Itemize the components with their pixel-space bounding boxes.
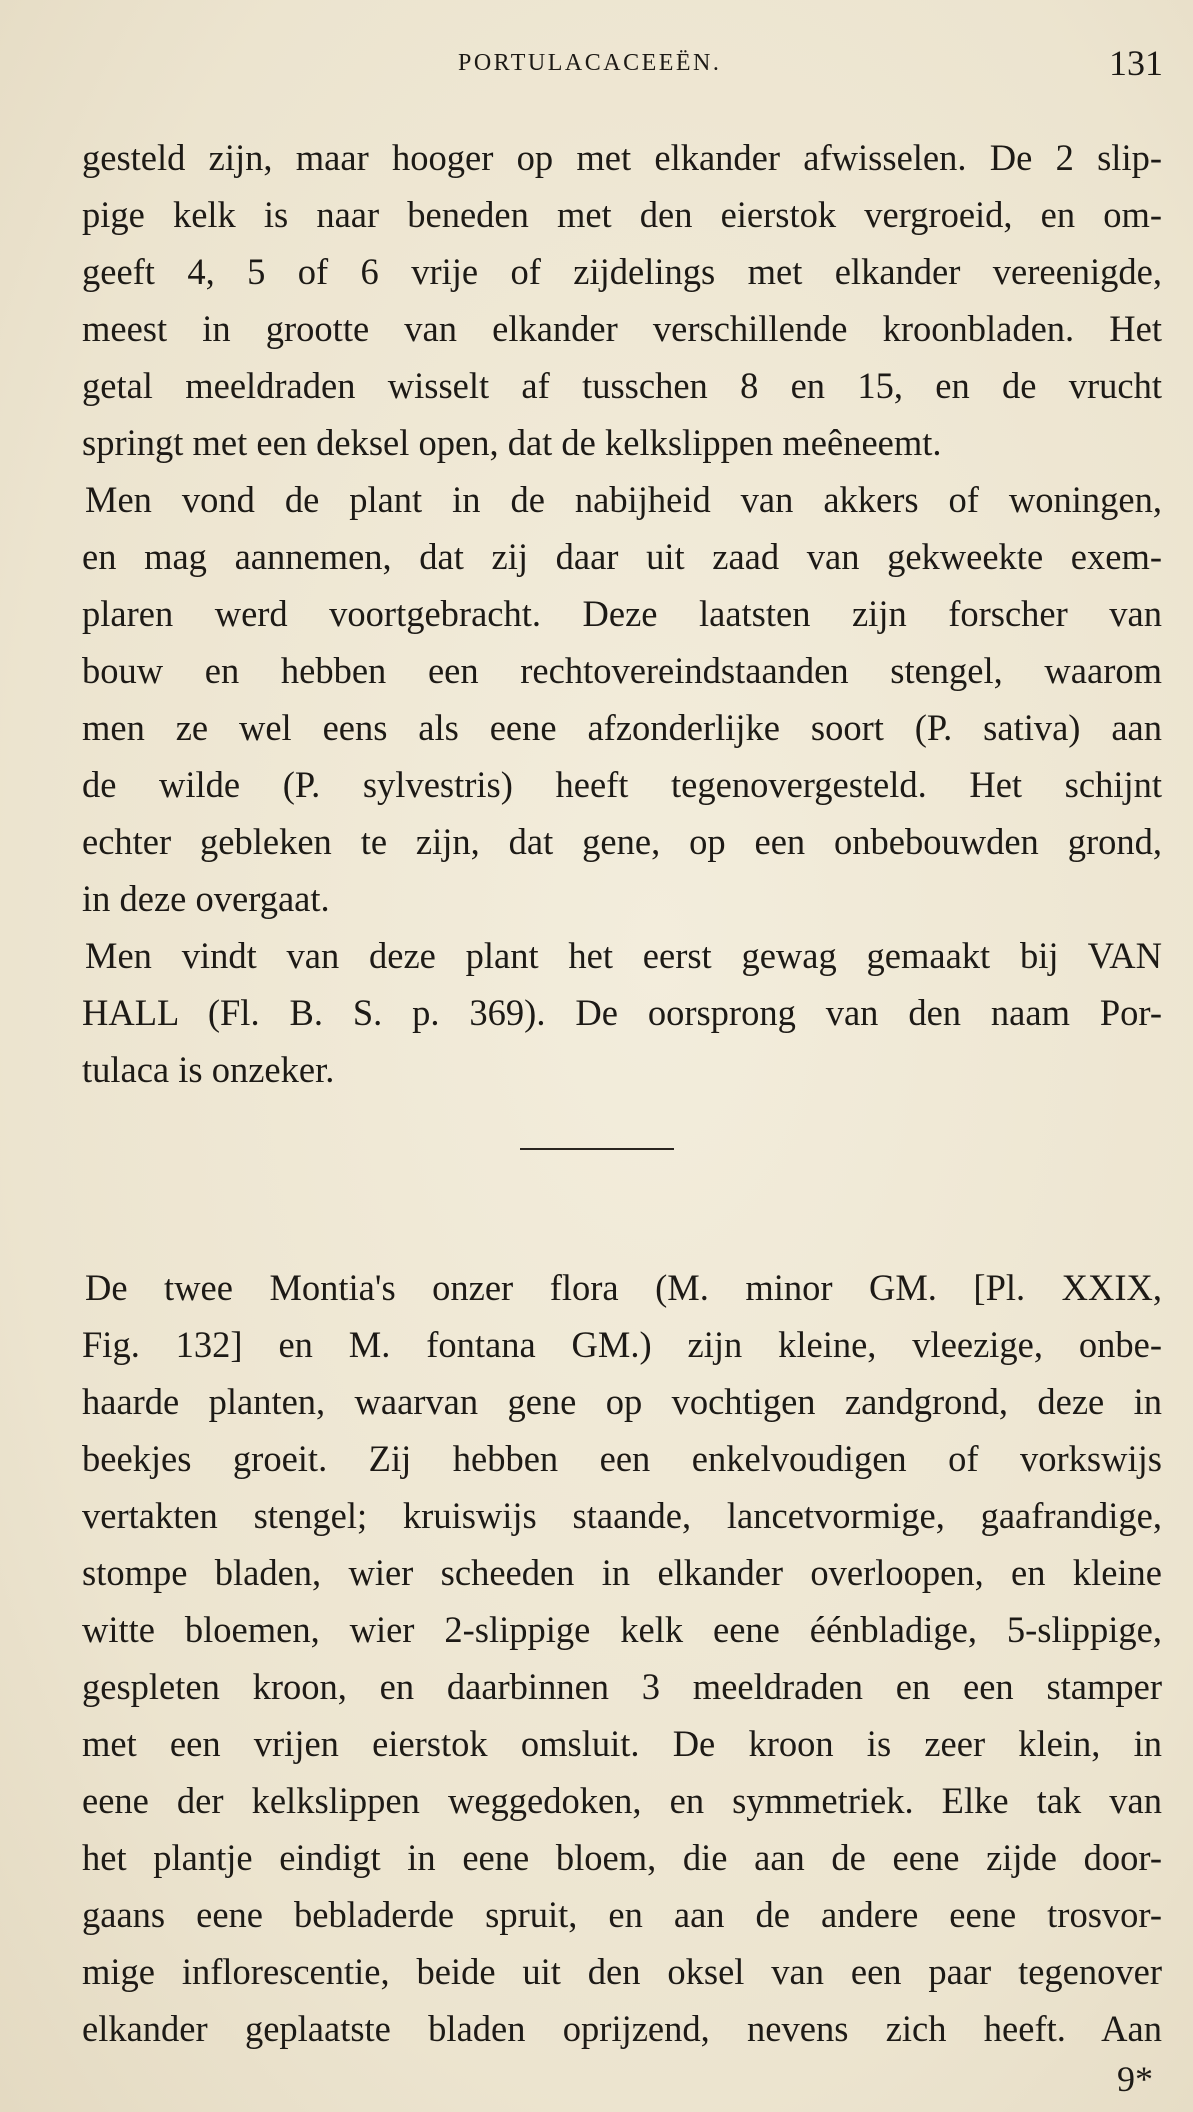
text-line: mige inflorescentie, beide uit den oksel van een paar tegenover xyxy=(82,1951,1162,1992)
text-line: plaren werd voortgebracht. Deze laatsten zijn forscher van xyxy=(82,593,1162,634)
text-line: Fig. 132] en M. fontana GM.) zijn kleine, vleezige, onbe- xyxy=(82,1324,1162,1365)
text-line: bouw en hebben een rechtovereindstaanden stengel, waarom xyxy=(82,650,1162,691)
text-line: Men vindt van deze plant het eerst gewag gemaakt bij VAN xyxy=(85,935,1162,976)
text-line: meest in grootte van elkander verschillende kroonbladen. Het xyxy=(82,308,1162,349)
text-line: pige kelk is naar beneden met den eierstok vergroeid, en om- xyxy=(82,194,1162,235)
text-line: stompe bladen, wier scheeden in elkander overloopen, en kleine xyxy=(82,1552,1162,1593)
text-line: De twee Montia's onzer flora (M. minor GM. [Pl. XXIX, xyxy=(85,1267,1162,1308)
text-line: springt met een deksel open, dat de kelkslippen meêneemt. xyxy=(82,422,942,463)
text-line: in deze overgaat. xyxy=(82,878,330,919)
text-line: gaans eene bebladerde spruit, en aan de andere eene trosvor- xyxy=(82,1894,1162,1935)
text-line: beekjes groeit. Zij hebben een enkelvoudigen of vorkswijs xyxy=(82,1438,1162,1479)
text-line: en mag aannemen, dat zij daar uit zaad van gekweekte exem- xyxy=(82,536,1162,577)
text-line: eene der kelkslippen weggedoken, en symmetriek. Elke tak van xyxy=(82,1780,1162,1821)
text-line: het plantje eindigt in eene bloem, die aan de eene zijde door- xyxy=(82,1837,1162,1878)
text-line: gesteld zijn, maar hooger op met elkander afwisselen. De 2 slip- xyxy=(82,137,1162,178)
text-line: men ze wel eens als eene afzonderlijke soort (P. sativa) aan xyxy=(82,707,1162,748)
page-header xyxy=(0,42,1193,86)
text-line: vertakten stengel; kruiswijs staande, lancetvormige, gaafrandige, xyxy=(82,1495,1162,1536)
text-line: echter gebleken te zijn, dat gene, op een onbebouwden grond, xyxy=(82,821,1162,862)
text-line: de wilde (P. sylvestris) heeft tegenovergesteld. Het schijnt xyxy=(82,764,1162,805)
text-line: haarde planten, waarvan gene op vochtigen zandgrond, deze in xyxy=(82,1381,1162,1422)
signature-mark: 9* xyxy=(1117,2059,1153,2099)
text-line: Men vond de plant in de nabijheid van akkers of woningen, xyxy=(85,479,1162,520)
text-line: elkander geplaatste bladen oprijzend, nevens zich heeft. Aan xyxy=(82,2008,1162,2049)
text-line: gespleten kroon, en daarbinnen 3 meeldraden en een stamper xyxy=(82,1666,1162,1707)
text-line: HALL (Fl. B. S. p. 369). De oorsprong van den naam Por- xyxy=(82,992,1162,1033)
text-line: tulaca is onzeker. xyxy=(82,1049,335,1090)
text-line: getal meeldraden wisselt af tusschen 8 en 15, en de vrucht xyxy=(82,365,1162,406)
running-head: PORTULACACEEËN. xyxy=(458,50,722,76)
text-line: met een vrijen eierstok omsluit. De kroon is zeer klein, in xyxy=(82,1723,1162,1764)
text-line: geeft 4, 5 of 6 vrije of zijdelings met elkander vereenigde, xyxy=(82,251,1162,292)
section-divider xyxy=(520,1148,674,1150)
page-number: 131 xyxy=(1109,43,1163,83)
text-line: witte bloemen, wier 2-slippige kelk eene éénbladige, 5-slippige, xyxy=(82,1609,1162,1650)
